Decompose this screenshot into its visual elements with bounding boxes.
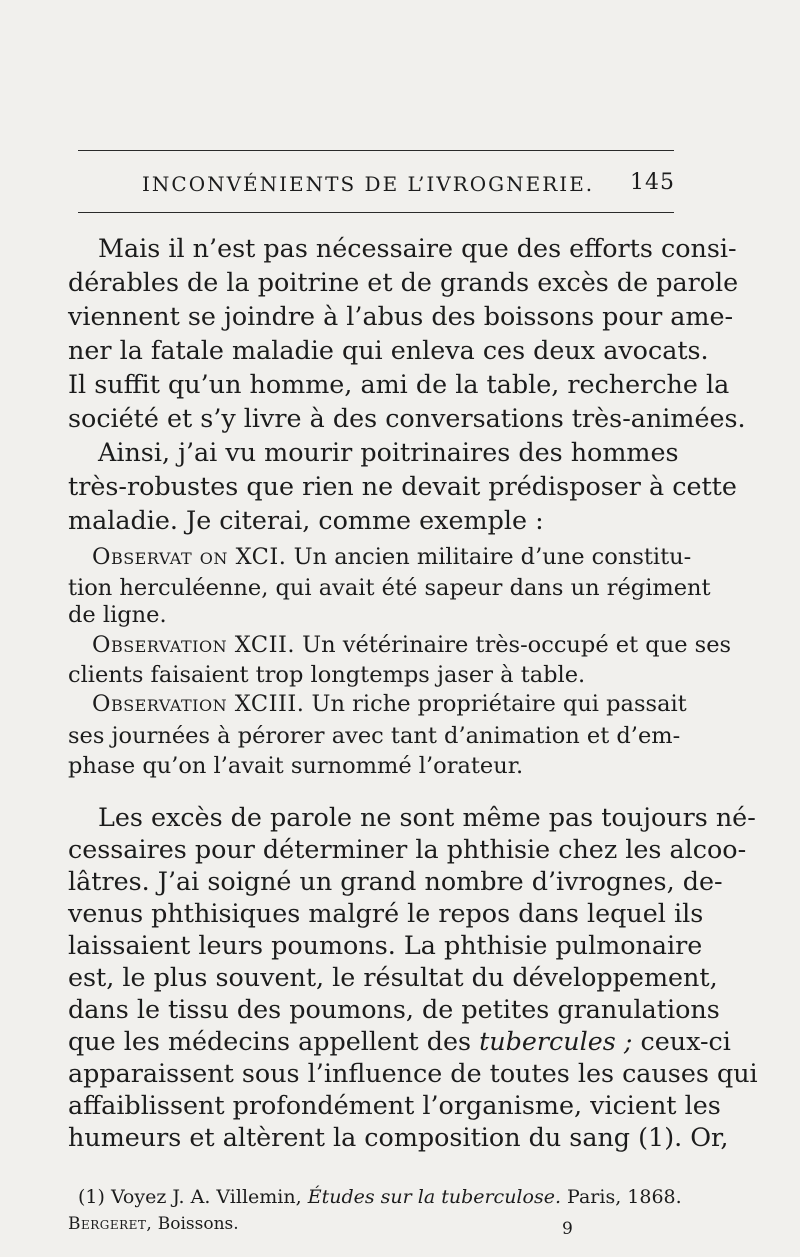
text-line: Les excès de parole ne sont même pas toujours né- (98, 802, 756, 832)
text-segment: ceux-ci (632, 1026, 731, 1056)
signature-author: Bergeret, (68, 1214, 153, 1234)
observation-label: Observat on XCI. (92, 544, 287, 570)
text-line: viennent se joindre à l’abus des boissons pour ame- (68, 301, 734, 331)
text-line: société et s’y livre à des conversations très-animées. (68, 403, 746, 433)
observation-text: Un ancien militaire d’une constitu- (286, 544, 692, 570)
observation-xci (92, 542, 692, 572)
text-line: Mais il n’est pas nécessaire que des efforts consi- (98, 233, 737, 263)
text-line: venus phthisiques malgré le repos dans lequel ils (68, 898, 704, 928)
observation-xciii (92, 689, 687, 719)
text-line: Ainsi, j’ai vu mourir poitrinaires des hommes (98, 437, 679, 467)
text-line: dans le tissu des poumons, de petites granulations (68, 994, 720, 1024)
signature-work: Boissons. (152, 1214, 239, 1234)
text-segment: que les médecins appellent des (68, 1026, 480, 1056)
text-line: laissaient leurs poumons. La phthisie pulmonaire (68, 930, 703, 960)
page-number: 145 (630, 170, 675, 195)
text-line: phase qu’on l’avait surnommé l’orateur. (68, 753, 524, 779)
observation-label: Observation XCIII. (92, 691, 305, 717)
text-line: apparaissent sous l’influence de toutes les causes qui (68, 1058, 758, 1088)
text-line (68, 1024, 731, 1058)
header-rule-bottom (78, 212, 674, 213)
footnote (78, 1186, 682, 1208)
observation-text: Un vétérinaire très-occupé et que ses (295, 632, 732, 658)
text-line: Il suffit qu’un homme, ami de la table, recherche la (68, 369, 730, 399)
observation-text: Un riche propriétaire qui passait (304, 691, 687, 717)
observation-label: Observation XCII. (92, 632, 295, 658)
text-line: de ligne. (68, 602, 167, 628)
signature-line (68, 1214, 239, 1234)
footnote-suffix: Paris, 1868. (560, 1186, 682, 1208)
footnote-prefix: (1) Voyez J. A. Villemin, (78, 1186, 308, 1208)
text-line: lâtres. J’ai soigné un grand nombre d’ivrognes, de- (68, 866, 723, 896)
text-line: est, le plus souvent, le résultat du développement, (68, 962, 718, 992)
text-line: humeurs et altèrent la composition du sang (1). Or, (68, 1122, 729, 1152)
italic-term: tubercules ; (479, 1026, 633, 1056)
text-line: affaiblissent profondément l’organisme, vicient les (68, 1090, 721, 1120)
observation-xcii (92, 630, 732, 660)
text-line: clients faisaient trop longtemps jaser à table. (68, 662, 586, 688)
text-line: très-robustes que rien ne devait prédisposer à cette (68, 471, 737, 501)
footnote-title: Études sur la tuberculose. (307, 1186, 561, 1208)
text-line: dérables de la poitrine et de grands excès de parole (68, 267, 739, 297)
text-line: maladie. Je citerai, comme exemple : (68, 505, 544, 535)
header-rule-top (78, 150, 674, 151)
signature-number: 9 (562, 1219, 573, 1239)
running-title: INCONVÉNIENTS DE L’IVROGNERIE. (142, 172, 595, 196)
text-line: cessaires pour déterminer la phthisie chez les alcoo- (68, 834, 747, 864)
text-line: tion herculéenne, qui avait été sapeur dans un régiment (68, 575, 711, 601)
text-line: ner la fatale maladie qui enleva ces deux avocats. (68, 335, 709, 365)
text-line: ses journées à pérorer avec tant d’animation et d’em- (68, 723, 681, 749)
